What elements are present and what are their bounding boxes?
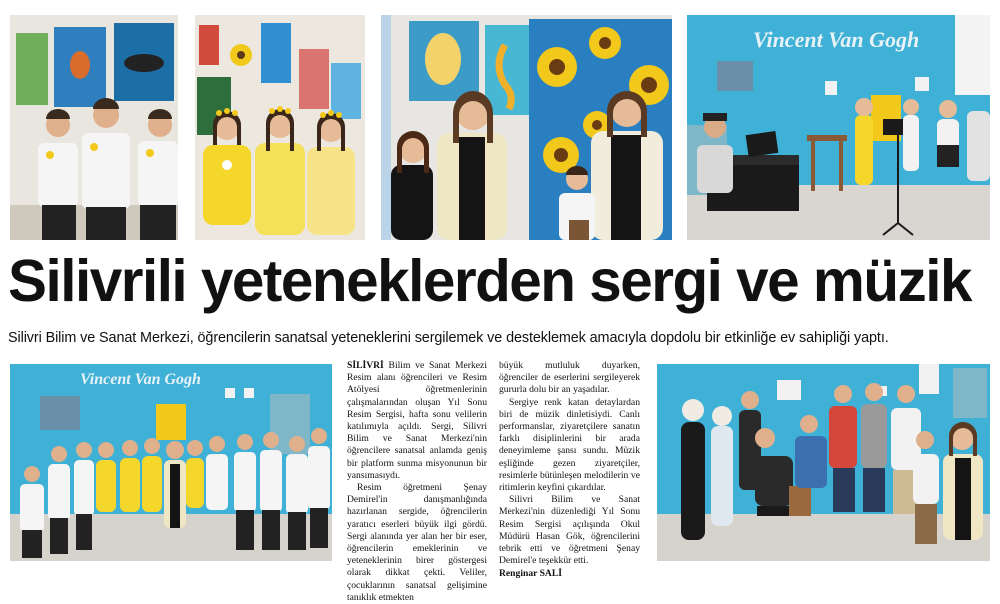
article-paragraph: Sergiye renk katan detaylardan biri de müzik dinletisiydi. Canlı performanslar, ziyaretçilere sanatın farklı disiplinlerini bir arada deneyimleme şansı sundu. Müzik eşliğinde gezen ziyaretçiler, resimlerle bütünleşen melodilerin ve ritimlerin keyfini çıkardılar. <box>499 396 640 494</box>
dateline: SİLİVRİ <box>347 360 384 371</box>
photo-teacher-sunflowers <box>381 15 672 240</box>
photo-boys <box>10 15 178 240</box>
photo-music-room <box>687 15 990 240</box>
byline: Renginar SALİ <box>499 568 562 580</box>
photo-girls <box>195 15 365 240</box>
banner-text: Vincent Van Gogh <box>753 27 920 52</box>
headline: Silivrili yeteneklerden sergi ve müzik <box>8 248 971 314</box>
article-column-2 <box>499 360 640 580</box>
article-paragraph <box>347 360 487 482</box>
article-text: Bilim ve Sanat Merkezi Resim alanı öğrencileri ve Resim Atölyesi öğretmenlerinin çalışmalarından oluşan Yıl Sonu Resim Sergisi, hafta sonu velilerin katılımıyla açıldı. Sergi, Silivri Bilim ve Sanat Merkezi'nin öğrencilere sanatsal anlamda geniş bir platform sunma misyonunun bir yansımasıydı. <box>347 360 487 481</box>
article-paragraph: Resim öğretmeni Şenay Demirel'in danışmanlığında hazırlanan sergide, öğrencilerin yaratıcı eserleri büyük ilgi gördü. Sergi alanında yer alan her bir eser, öğrencilerin emeklerinin ve yeteneklerinin birer göstergesi olarak dikkat çekti. Veliler, çocuklarının sanatsal gelişimine tanıklık etmekten <box>347 482 487 603</box>
photo-group-right <box>657 364 990 561</box>
photo-group-left <box>10 364 332 561</box>
article-column-1 <box>347 360 487 603</box>
article-paragraph: Silivri Bilim ve Sanat Merkezi'nin düzenlediği Yıl Sonu Resim Sergisi açılışında Okul Müdürü Hasan Gök, öğrencilerini tebrik etti ve öğretmeni Şenay Demirel'e teşekkür etti. <box>499 494 640 567</box>
deck-subtitle: Silivri Bilim ve Sanat Merkezi, öğrencilerin sanatsal yeteneklerini sergilemek ve desteklemek amacıyla dopdolu bir etkinliğe ev sahipliği yaptı. <box>8 330 889 346</box>
article-paragraph: büyük mutluluk duyarken, öğrenciler de eserlerini sergileyerek gururla dolu bir an yaşadılar. <box>499 360 640 396</box>
banner-text-2: Vincent Van Gogh <box>80 371 201 388</box>
